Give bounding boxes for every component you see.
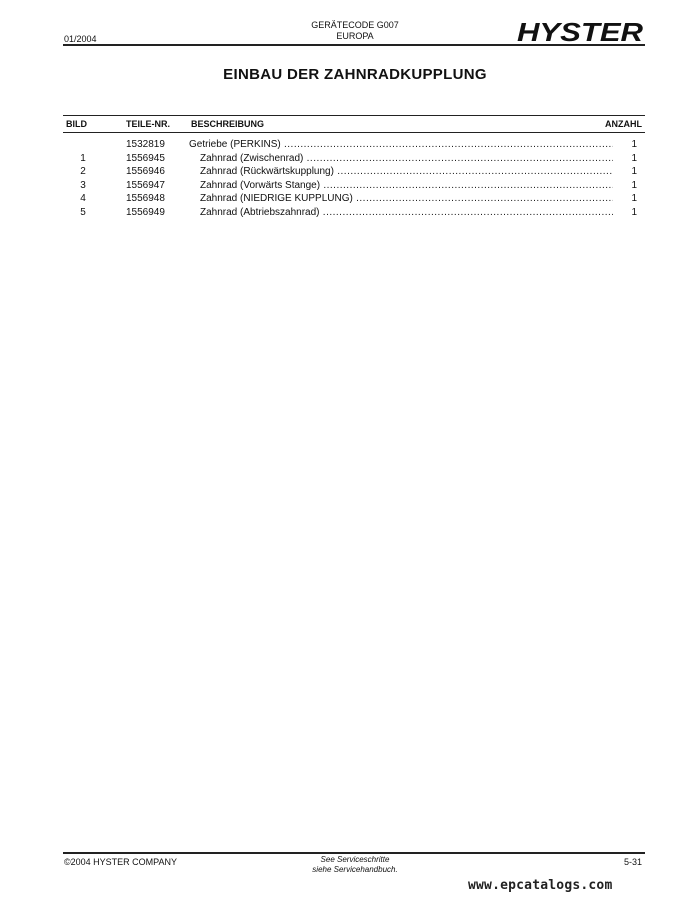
row-description: Zahnrad (NIEDRIGE KUPPLUNG) .....: [200, 192, 613, 206]
column-header-bild: BILD: [66, 119, 87, 129]
row-bild: 2: [80, 166, 86, 178]
row-description: Getriebe (PERKINS) .....: [189, 138, 613, 152]
table-row: [63, 165, 645, 179]
row-teile-nr: 1556946: [126, 166, 165, 178]
page-number: 5-31: [623, 857, 642, 867]
page-title: EINBAU DER ZAHNRADKUPPLUNG: [223, 66, 487, 83]
row-anzahl: 1: [631, 152, 637, 164]
table-row: [63, 192, 645, 206]
row-description: Zahnrad (Rückwärtskupplung) .....: [200, 165, 613, 179]
table-header-rule: [63, 132, 645, 133]
service-note-line-2: siehe Servicehandbuch.: [312, 865, 398, 874]
table-row: [63, 206, 645, 220]
row-teile-nr: 1556949: [126, 206, 165, 218]
region: EUROPA: [336, 31, 374, 41]
row-bild: 3: [80, 179, 86, 191]
row-teile-nr: 1556945: [126, 152, 165, 164]
row-anzahl: 1: [631, 193, 637, 205]
header-rule: [63, 44, 645, 46]
hyster-logo-text: HYSTER: [517, 17, 644, 44]
row-teile-nr: 1556948: [126, 193, 165, 205]
row-description: Zahnrad (Zwischenrad) .....: [200, 152, 613, 166]
row-bild: 1: [80, 152, 86, 164]
column-header-beschreibung: BESCHREIBUNG: [191, 119, 265, 129]
table-top-rule: [63, 115, 645, 116]
service-note-line-1: See Serviceschritte: [320, 855, 390, 864]
row-description: Zahnrad (Vorwärts Stange) .....: [200, 179, 613, 193]
copyright: ©2004 HYSTER COMPANY: [64, 857, 177, 867]
row-anzahl: 1: [631, 166, 637, 178]
table-row: [63, 179, 645, 193]
column-header-teile-nr: TEILE-NR.: [126, 119, 170, 129]
footer-rule: [63, 852, 645, 854]
table-row: [63, 152, 645, 166]
table-row: [63, 138, 645, 152]
row-description: Zahnrad (Abtriebszahnrad) .....: [200, 206, 613, 220]
row-bild: 4: [80, 193, 86, 205]
parts-table-body: [63, 138, 645, 220]
row-anzahl: 1: [631, 139, 637, 150]
equipment-code: GERÄTECODE G007: [311, 20, 399, 30]
row-anzahl: 1: [631, 206, 637, 218]
row-anzahl: 1: [631, 179, 637, 191]
column-header-anzahl: ANZAHL: [605, 119, 642, 129]
row-teile-nr: 1532819: [126, 139, 165, 150]
hyster-logo: [515, 16, 645, 44]
service-note: [0, 855, 680, 875]
watermark: www.epcatalogs.com: [468, 878, 613, 893]
row-bild: 5: [80, 206, 86, 218]
document-date: 01/2004: [64, 34, 97, 44]
row-teile-nr: 1556947: [126, 179, 165, 191]
